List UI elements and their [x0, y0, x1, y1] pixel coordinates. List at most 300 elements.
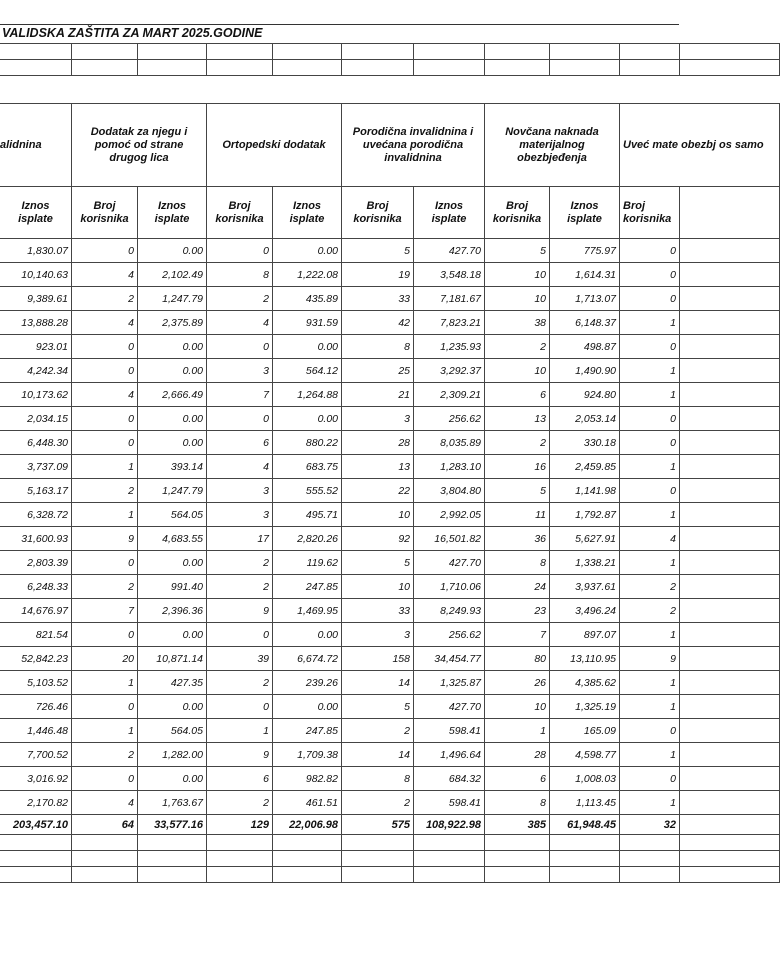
table-cell: 4: [207, 455, 273, 479]
table-cell: 10: [342, 503, 414, 527]
table-cell: 1,710.06: [414, 575, 485, 599]
table-cell: 2: [72, 479, 138, 503]
table-cell: 2,820.26: [273, 527, 342, 551]
table-cell: 10,140.63: [0, 263, 72, 287]
table-cell: 0: [620, 335, 680, 359]
table-cell: 2,803.39: [0, 551, 72, 575]
table-cell: 1,264.88: [273, 383, 342, 407]
table-cell: 2,170.82: [0, 791, 72, 815]
table-cell: 393.14: [138, 455, 207, 479]
table-cell: 0: [620, 479, 680, 503]
blank-row: [0, 851, 780, 867]
table-cell: 0: [72, 407, 138, 431]
table-cell: 4,683.55: [138, 527, 207, 551]
table-cell: 1,792.87: [550, 503, 620, 527]
blank-row: [0, 835, 780, 851]
table-cell: 1,830.07: [0, 239, 72, 263]
table-cell: 13,888.28: [0, 311, 72, 335]
table-cell: 8: [342, 767, 414, 791]
table-cell: 2: [342, 791, 414, 815]
table-cell: 880.22: [273, 431, 342, 455]
table-cell: 1: [620, 743, 680, 767]
table-cell: 0: [620, 263, 680, 287]
table-cell: 7,700.52: [0, 743, 72, 767]
table-cell: 0.00: [138, 767, 207, 791]
table-cell: 1,338.21: [550, 551, 620, 575]
table-cell: 8: [485, 791, 550, 815]
table-cell: 8: [207, 263, 273, 287]
total-cell: 575: [342, 815, 414, 835]
header-dodatak-njega: Dodatak za njegu i pomoć od strane drugog lica: [72, 104, 207, 187]
table-cell: 0.00: [273, 623, 342, 647]
table-cell: 1,490.90: [550, 359, 620, 383]
table-cell: 14: [342, 671, 414, 695]
table-cell: 0.00: [138, 551, 207, 575]
table-cell: 0.00: [273, 695, 342, 719]
table-cell: 5: [342, 551, 414, 575]
subheader-broj: Broj korisnika: [342, 187, 414, 239]
table-cell: 6,674.72: [273, 647, 342, 671]
table-cell: 7: [72, 599, 138, 623]
table-cell: 1: [72, 455, 138, 479]
table-cell: 8,035.89: [414, 431, 485, 455]
table-cell: 10: [342, 575, 414, 599]
table-cell: 6,148.37: [550, 311, 620, 335]
table-cell: 10: [485, 263, 550, 287]
table-cell: 0.00: [273, 239, 342, 263]
table-row: [0, 359, 780, 383]
table-row: [0, 431, 780, 455]
table-cell: 2: [207, 791, 273, 815]
table-cell: 3: [342, 407, 414, 431]
table-cell: 1: [620, 503, 680, 527]
table-cell: 9,389.61: [0, 287, 72, 311]
table-cell: 0: [72, 239, 138, 263]
table-cell: 982.82: [273, 767, 342, 791]
subheader-broj: Broj korisnika: [620, 187, 680, 239]
table-cell: 1: [620, 791, 680, 815]
table-cell: 897.07: [550, 623, 620, 647]
table-cell: 247.85: [273, 719, 342, 743]
table-cell: 4: [620, 527, 680, 551]
header-ortopedski-dodatak: Ortopedski dodatak: [207, 104, 342, 187]
table-cell: 9: [207, 743, 273, 767]
table-cell: 498.87: [550, 335, 620, 359]
table-cell: 7: [485, 623, 550, 647]
total-cell: 22,006.98: [273, 815, 342, 835]
subheader-broj: Broj korisnika: [207, 187, 273, 239]
table-cell: 14,676.97: [0, 599, 72, 623]
table-cell: 21: [342, 383, 414, 407]
table-cell: 3: [207, 503, 273, 527]
table-cell: 1: [207, 719, 273, 743]
table-cell: 0: [72, 623, 138, 647]
table-cell: 0: [72, 551, 138, 575]
table-cell: 427.70: [414, 551, 485, 575]
table-cell: 4,385.62: [550, 671, 620, 695]
table-cell: 0: [620, 431, 680, 455]
table-cell: 0: [72, 431, 138, 455]
table-cell: 924.80: [550, 383, 620, 407]
table-cell: 1: [620, 671, 680, 695]
table-cell: 598.41: [414, 719, 485, 743]
table-cell: 5: [342, 239, 414, 263]
table-cell: 13: [485, 407, 550, 431]
table-cell: 14: [342, 743, 414, 767]
table-cell: 3: [342, 623, 414, 647]
table-cell: 1,763.67: [138, 791, 207, 815]
table-cell: 0: [207, 695, 273, 719]
table-row: [0, 335, 780, 359]
table-cell: 2,309.21: [414, 383, 485, 407]
table-cell: 2: [72, 575, 138, 599]
table-cell: 2,459.85: [550, 455, 620, 479]
table-cell: 4: [72, 791, 138, 815]
table-cell: 256.62: [414, 623, 485, 647]
table-cell: 1,222.08: [273, 263, 342, 287]
table-cell: 8,249.93: [414, 599, 485, 623]
table-cell: 33: [342, 599, 414, 623]
table-cell: 38: [485, 311, 550, 335]
total-cell: 129: [207, 815, 273, 835]
table-row: [0, 647, 780, 671]
table-cell: 11: [485, 503, 550, 527]
table-row: [0, 383, 780, 407]
table-cell: 5: [485, 239, 550, 263]
table-cell: 28: [342, 431, 414, 455]
table-cell: 427.70: [414, 695, 485, 719]
table-cell: 931.59: [273, 311, 342, 335]
table-cell: 6,448.30: [0, 431, 72, 455]
table-cell: 0.00: [138, 335, 207, 359]
table-cell: 3,548.18: [414, 263, 485, 287]
blank-row: [0, 44, 780, 60]
table-cell: 4,598.77: [550, 743, 620, 767]
totals-row: [0, 815, 780, 835]
table-cell: 427.70: [414, 239, 485, 263]
table-cell: 6,248.33: [0, 575, 72, 599]
table-cell: 1,446.48: [0, 719, 72, 743]
table-cell: 0: [620, 719, 680, 743]
table-cell: 4: [207, 311, 273, 335]
table-cell: 2,666.49: [138, 383, 207, 407]
table-row: [0, 503, 780, 527]
table-row: [0, 479, 780, 503]
table-cell: 564.05: [138, 503, 207, 527]
table-cell: 726.46: [0, 695, 72, 719]
table-cell: 31,600.93: [0, 527, 72, 551]
table-cell: 5: [342, 695, 414, 719]
subheader-row: [0, 187, 780, 239]
table-cell: 19: [342, 263, 414, 287]
table-cell: 6,328.72: [0, 503, 72, 527]
table-cell: 13: [342, 455, 414, 479]
table-cell: 1,247.79: [138, 287, 207, 311]
table-cell: 16,501.82: [414, 527, 485, 551]
table-row: [0, 551, 780, 575]
table-cell: 1,713.07: [550, 287, 620, 311]
table-cell: 36: [485, 527, 550, 551]
table-row: [0, 287, 780, 311]
total-cell: 203,457.10: [0, 815, 72, 835]
table-cell: 2: [207, 575, 273, 599]
table-cell: 427.35: [138, 671, 207, 695]
table-cell: 0.00: [273, 335, 342, 359]
table-cell: 1,235.93: [414, 335, 485, 359]
table-cell: 3,737.09: [0, 455, 72, 479]
table-row: [0, 263, 780, 287]
table-cell: 34,454.77: [414, 647, 485, 671]
table-cell: 5,163.17: [0, 479, 72, 503]
table-cell: 3: [207, 359, 273, 383]
table-cell: 7,823.21: [414, 311, 485, 335]
total-cell: 32: [620, 815, 680, 835]
table-cell: 461.51: [273, 791, 342, 815]
table-cell: 5,103.52: [0, 671, 72, 695]
table-cell: 80: [485, 647, 550, 671]
table-cell: 3,016.92: [0, 767, 72, 791]
table-cell: 1: [72, 719, 138, 743]
table-cell: 3,804.80: [414, 479, 485, 503]
table-cell: 0: [72, 767, 138, 791]
table-cell: 495.71: [273, 503, 342, 527]
total-cell: 61,948.45: [550, 815, 620, 835]
table-cell: 28: [485, 743, 550, 767]
table-cell: 10: [485, 287, 550, 311]
table-cell: 564.12: [273, 359, 342, 383]
table-cell: 0.00: [138, 431, 207, 455]
table-cell: 0: [72, 335, 138, 359]
table-cell: 0.00: [138, 695, 207, 719]
total-cell: 108,922.98: [414, 815, 485, 835]
subheader-iznos: Iznos isplate: [273, 187, 342, 239]
table-row: [0, 743, 780, 767]
table-cell: 39: [207, 647, 273, 671]
table-cell: 158: [342, 647, 414, 671]
table-row: [0, 623, 780, 647]
table-cell: 2: [72, 743, 138, 767]
table-cell: 1,247.79: [138, 479, 207, 503]
table-cell: 2: [620, 599, 680, 623]
table-row: [0, 767, 780, 791]
subheader-iznos: Iznos isplate: [138, 187, 207, 239]
table-cell: 0.00: [138, 239, 207, 263]
blank-row: [0, 60, 780, 76]
table-cell: 2: [72, 287, 138, 311]
total-cell: 33,577.16: [138, 815, 207, 835]
data-rows: [0, 239, 780, 815]
table-cell: 1,709.38: [273, 743, 342, 767]
table-cell: 2: [485, 431, 550, 455]
table-cell: 92: [342, 527, 414, 551]
table-cell: 991.40: [138, 575, 207, 599]
table-row: [0, 239, 780, 263]
table-cell: 0: [620, 287, 680, 311]
table-cell: 2,053.14: [550, 407, 620, 431]
table-cell: 4: [72, 311, 138, 335]
table-cell: 6: [207, 431, 273, 455]
table-cell: 2: [207, 671, 273, 695]
table-row: [0, 791, 780, 815]
table-cell: 17: [207, 527, 273, 551]
table-cell: 1: [620, 695, 680, 719]
table-cell: 6: [207, 767, 273, 791]
header-novcana-naknada: Novčana naknada materijalnog obezbjeđenja: [485, 104, 620, 187]
table-cell: 435.89: [273, 287, 342, 311]
table-cell: 1: [72, 671, 138, 695]
header-row: [0, 104, 780, 187]
table-cell: 9: [620, 647, 680, 671]
table-cell: 0: [72, 359, 138, 383]
total-cell: 64: [72, 815, 138, 835]
table-cell: 684.32: [414, 767, 485, 791]
table-cell: 52,842.23: [0, 647, 72, 671]
subheader-broj: Broj korisnika: [72, 187, 138, 239]
table-cell: 2,375.89: [138, 311, 207, 335]
table-cell: 22: [342, 479, 414, 503]
spacer-row: [0, 76, 780, 104]
table-cell: 165.09: [550, 719, 620, 743]
table-cell: 42: [342, 311, 414, 335]
table-cell: 24: [485, 575, 550, 599]
table-cell: 1,614.31: [550, 263, 620, 287]
table-cell: 0.00: [138, 359, 207, 383]
table-cell: 6: [485, 767, 550, 791]
blank-row: [0, 867, 780, 883]
table-cell: 0: [72, 695, 138, 719]
header-invalidnina: alidnina: [0, 104, 72, 187]
table-cell: 330.18: [550, 431, 620, 455]
table-cell: 8: [342, 335, 414, 359]
table-cell: 10,871.14: [138, 647, 207, 671]
table-cell: 0: [620, 239, 680, 263]
total-cell: 385: [485, 815, 550, 835]
table-cell: 0: [207, 335, 273, 359]
subheader-broj: Broj korisnika: [485, 187, 550, 239]
table-row: [0, 527, 780, 551]
table-cell: 0: [207, 623, 273, 647]
table-cell: 2: [342, 719, 414, 743]
table-cell: 7: [207, 383, 273, 407]
table-cell: 1: [620, 551, 680, 575]
table-row: [0, 455, 780, 479]
table-cell: 0.00: [273, 407, 342, 431]
table-row: [0, 599, 780, 623]
table-cell: 0.00: [138, 407, 207, 431]
table-cell: 1,113.45: [550, 791, 620, 815]
table-cell: 6: [485, 383, 550, 407]
table-cell: 4: [72, 263, 138, 287]
table-cell: 2: [485, 335, 550, 359]
table-cell: 3,496.24: [550, 599, 620, 623]
document-title: VALIDSKA ZAŠTITA ZA MART 2025.GODINE: [0, 24, 679, 42]
table-cell: 239.26: [273, 671, 342, 695]
table-cell: 0: [207, 407, 273, 431]
table-cell: 10,173.62: [0, 383, 72, 407]
table-cell: 10: [485, 359, 550, 383]
table-cell: 256.62: [414, 407, 485, 431]
table-cell: 5: [485, 479, 550, 503]
table-cell: 20: [72, 647, 138, 671]
subheader-iznos: Iznos isplate: [414, 187, 485, 239]
table-cell: 2,992.05: [414, 503, 485, 527]
table-cell: 2,102.49: [138, 263, 207, 287]
table-cell: 3,292.37: [414, 359, 485, 383]
table-cell: 25: [342, 359, 414, 383]
table-cell: 33: [342, 287, 414, 311]
table-cell: 923.01: [0, 335, 72, 359]
header-uvecana-naknada: Uveć mate obezbj os samo: [620, 104, 780, 187]
table-cell: 564.05: [138, 719, 207, 743]
table-cell: 2,396.36: [138, 599, 207, 623]
table-row: [0, 311, 780, 335]
header-porodicna-invalidnina: Porodična invalidnina i uvećana porodična invalidnina: [342, 104, 485, 187]
table-cell: 119.62: [273, 551, 342, 575]
table-cell: 4,242.34: [0, 359, 72, 383]
table-cell: 247.85: [273, 575, 342, 599]
table-cell: 23: [485, 599, 550, 623]
subheader-iznos: Iznos isplate: [550, 187, 620, 239]
table-cell: 1,325.19: [550, 695, 620, 719]
table-cell: 1: [620, 623, 680, 647]
table-cell: 13,110.95: [550, 647, 620, 671]
table-cell: 1: [72, 503, 138, 527]
table-cell: 1,325.87: [414, 671, 485, 695]
table-cell: 1: [620, 311, 680, 335]
table-cell: 1: [620, 359, 680, 383]
table-cell: 1,282.00: [138, 743, 207, 767]
table-cell: 821.54: [0, 623, 72, 647]
table-cell: 16: [485, 455, 550, 479]
table-cell: 598.41: [414, 791, 485, 815]
table-cell: 1,283.10: [414, 455, 485, 479]
table-cell: 1,008.03: [550, 767, 620, 791]
table-cell: 26: [485, 671, 550, 695]
table-row: [0, 719, 780, 743]
table-cell: 5,627.91: [550, 527, 620, 551]
table-cell: 2: [620, 575, 680, 599]
table-cell: 555.52: [273, 479, 342, 503]
table-cell: 0: [620, 767, 680, 791]
table-cell: 0: [620, 407, 680, 431]
table-cell: 0.00: [138, 623, 207, 647]
table-cell: 8: [485, 551, 550, 575]
table-cell: 10: [485, 695, 550, 719]
table-row: [0, 695, 780, 719]
table-cell: 683.75: [273, 455, 342, 479]
table-cell: 9: [207, 599, 273, 623]
table-cell: 1,496.64: [414, 743, 485, 767]
table-cell: 9: [72, 527, 138, 551]
table-row: [0, 407, 780, 431]
table-cell: 2: [207, 551, 273, 575]
table-cell: 7,181.67: [414, 287, 485, 311]
table-cell: 1,469.95: [273, 599, 342, 623]
table-cell: 1: [485, 719, 550, 743]
invalidska-table: [0, 43, 780, 883]
table-cell: 4: [72, 383, 138, 407]
table-cell: 1,141.98: [550, 479, 620, 503]
table-cell: 1: [620, 455, 680, 479]
table-row: [0, 575, 780, 599]
table-cell: 3,937.61: [550, 575, 620, 599]
table-cell: 2: [207, 287, 273, 311]
table-row: [0, 671, 780, 695]
table-cell: 0: [207, 239, 273, 263]
table-cell: 1: [620, 383, 680, 407]
table-cell: 3: [207, 479, 273, 503]
table-cell: 2,034.15: [0, 407, 72, 431]
